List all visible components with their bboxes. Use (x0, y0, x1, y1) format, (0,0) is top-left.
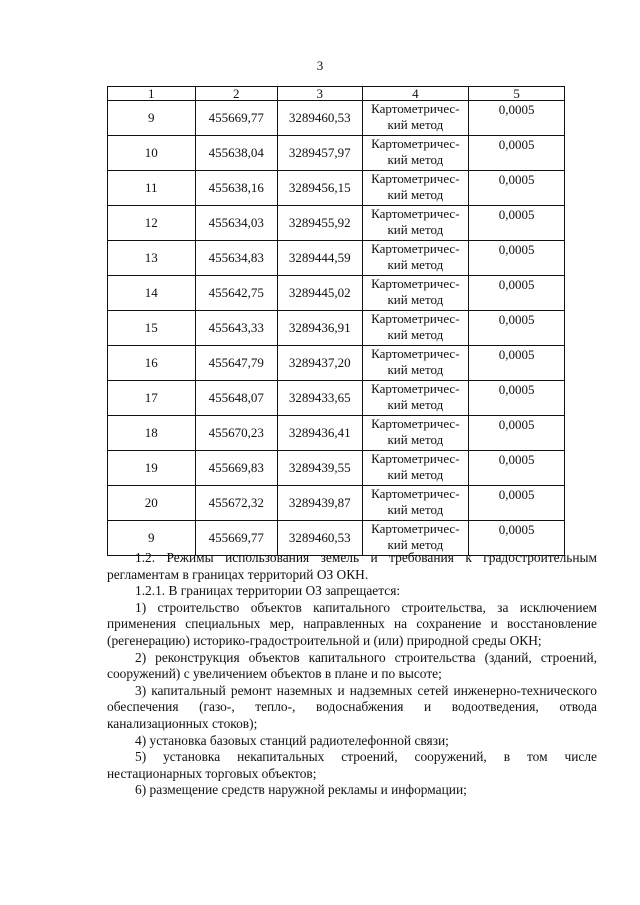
x-coordinate-cell: 455634,83 (195, 241, 277, 276)
point-number-cell: 10 (108, 136, 196, 171)
paragraph: 2) реконструкция объектов капитального строительства (зданий, строений, сооружений) с увеличением объектов в плане и по высоте; (107, 649, 597, 682)
method-cell (362, 136, 469, 171)
table-row (108, 416, 565, 451)
x-coordinate-cell: 455647,79 (195, 346, 277, 381)
method-line-1: Картометричес- (371, 381, 460, 396)
x-coordinate-cell: 455638,04 (195, 136, 277, 171)
accuracy-cell: 0,0005 (469, 136, 565, 171)
method-line-1: Картометричес- (371, 346, 460, 361)
table-row (108, 241, 565, 276)
table-row (108, 171, 565, 206)
method-line-1: Картометричес- (371, 416, 460, 431)
y-coordinate-cell: 3289433,65 (277, 381, 362, 416)
point-number-cell: 18 (108, 416, 196, 451)
method-cell (362, 241, 469, 276)
method-line-1: Картометричес- (371, 136, 460, 151)
accuracy-cell: 0,0005 (469, 171, 565, 206)
point-number-cell: 19 (108, 451, 196, 486)
page-number: 3 (316, 58, 324, 73)
method-line-2: кий метод (387, 117, 444, 132)
column-header-5: 5 (469, 87, 565, 101)
accuracy-cell: 0,0005 (469, 381, 565, 416)
x-coordinate-cell: 455669,77 (195, 521, 277, 556)
document-text (107, 550, 597, 799)
method-line-2: кий метод (387, 362, 444, 377)
point-number-cell: 9 (108, 521, 196, 556)
x-coordinate-cell: 455672,32 (195, 486, 277, 521)
method-line-1: Картометричес- (371, 311, 460, 326)
y-coordinate-cell: 3289460,53 (277, 101, 362, 136)
y-coordinate-cell: 3289460,53 (277, 521, 362, 556)
y-coordinate-cell: 3289455,92 (277, 206, 362, 241)
y-coordinate-cell: 3289445,02 (277, 276, 362, 311)
method-line-2: кий метод (387, 502, 444, 517)
method-cell (362, 451, 469, 486)
x-coordinate-cell: 455643,33 (195, 311, 277, 346)
point-number-cell: 16 (108, 346, 196, 381)
coordinates-table (107, 86, 565, 556)
y-coordinate-cell: 3289436,91 (277, 311, 362, 346)
x-coordinate-cell: 455638,16 (195, 171, 277, 206)
method-cell (362, 101, 469, 136)
method-line-2: кий метод (387, 432, 444, 447)
method-line-1: Картометричес- (371, 206, 460, 221)
method-line-2: кий метод (387, 292, 444, 307)
method-line-1: Картометричес- (371, 276, 460, 291)
x-coordinate-cell: 455648,07 (195, 381, 277, 416)
table-row (108, 136, 565, 171)
point-number-cell: 15 (108, 311, 196, 346)
accuracy-cell: 0,0005 (469, 311, 565, 346)
point-number-cell: 20 (108, 486, 196, 521)
method-line-1: Картометричес- (371, 171, 460, 186)
paragraph: 5) установка некапитальных строений, сооружений, в том числе нестационарных торговых объектов; (107, 749, 597, 781)
y-coordinate-cell: 3289439,55 (277, 451, 362, 486)
x-coordinate-cell: 455669,77 (195, 101, 277, 136)
paragraph: 6) размещение средств наружной рекламы и информации; (135, 782, 467, 798)
method-line-2: кий метод (387, 257, 444, 272)
accuracy-cell: 0,0005 (469, 346, 565, 381)
method-line-2: кий метод (387, 537, 444, 552)
y-coordinate-cell: 3289457,97 (277, 136, 362, 171)
table-row (108, 311, 565, 346)
y-coordinate-cell: 3289456,15 (277, 171, 362, 206)
paragraph: 4) установка базовых станций радиотелефонной связи; (135, 732, 449, 748)
accuracy-cell: 0,0005 (469, 241, 565, 276)
method-line-2: кий метод (387, 327, 444, 342)
column-header-4: 4 (362, 87, 469, 101)
column-header-3: 3 (277, 87, 362, 101)
method-cell (362, 381, 469, 416)
point-number-cell: 9 (108, 101, 196, 136)
y-coordinate-cell: 3289436,41 (277, 416, 362, 451)
accuracy-cell: 0,0005 (469, 486, 565, 521)
paragraph: 3) капитальный ремонт наземных и надземных сетей инженерно-технического обеспечения (газо-, тепло-, водоснабжения и водоотведения, отвода канализационных стоков); (107, 682, 597, 731)
table-row (108, 486, 565, 521)
table-row (108, 346, 565, 381)
accuracy-cell: 0,0005 (469, 521, 565, 556)
table-header-row (108, 87, 565, 101)
method-line-2: кий метод (387, 222, 444, 237)
method-line-2: кий метод (387, 467, 444, 482)
y-coordinate-cell: 3289437,20 (277, 346, 362, 381)
y-coordinate-cell: 3289444,59 (277, 241, 362, 276)
method-cell (362, 276, 469, 311)
paragraph: 1) строительство объектов капитального строительства, за исключением применения специальных мер, направленных на сохранение и восстановление (регенерацию) историко-градостроительной и (или) природной среды ОКН; (107, 599, 597, 648)
accuracy-cell: 0,0005 (469, 451, 565, 486)
method-line-1: Картометричес- (371, 486, 460, 501)
table-row (108, 381, 565, 416)
x-coordinate-cell: 455670,23 (195, 416, 277, 451)
paragraph: 1.2.1. В границах территории ОЗ запрещается: (135, 583, 401, 599)
point-number-cell: 13 (108, 241, 196, 276)
method-line-1: Картометричес- (371, 101, 460, 116)
method-line-1: Картометричес- (371, 451, 460, 466)
method-cell (362, 206, 469, 241)
column-header-2: 2 (195, 87, 277, 101)
table-row (108, 451, 565, 486)
paragraph: 1.2. Режимы использования земель и требования к градостроительным регламентам в границах территорий ОЗ ОКН. (107, 550, 597, 582)
method-cell (362, 171, 469, 206)
accuracy-cell: 0,0005 (469, 206, 565, 241)
method-line-1: Картометричес- (371, 241, 460, 256)
x-coordinate-cell: 455634,03 (195, 206, 277, 241)
point-number-cell: 17 (108, 381, 196, 416)
table-row (108, 276, 565, 311)
x-coordinate-cell: 455642,75 (195, 276, 277, 311)
method-cell (362, 346, 469, 381)
y-coordinate-cell: 3289439,87 (277, 486, 362, 521)
x-coordinate-cell: 455669,83 (195, 451, 277, 486)
method-cell (362, 416, 469, 451)
method-line-2: кий метод (387, 397, 444, 412)
method-line-1: Картометричес- (371, 521, 460, 536)
table-row (108, 206, 565, 241)
point-number-cell: 11 (108, 171, 196, 206)
method-line-2: кий метод (387, 152, 444, 167)
table-row (108, 101, 565, 136)
accuracy-cell: 0,0005 (469, 416, 565, 451)
method-line-2: кий метод (387, 187, 444, 202)
method-cell (362, 311, 469, 346)
point-number-cell: 12 (108, 206, 196, 241)
point-number-cell: 14 (108, 276, 196, 311)
accuracy-cell: 0,0005 (469, 101, 565, 136)
column-header-1: 1 (108, 87, 196, 101)
accuracy-cell: 0,0005 (469, 276, 565, 311)
method-cell (362, 486, 469, 521)
